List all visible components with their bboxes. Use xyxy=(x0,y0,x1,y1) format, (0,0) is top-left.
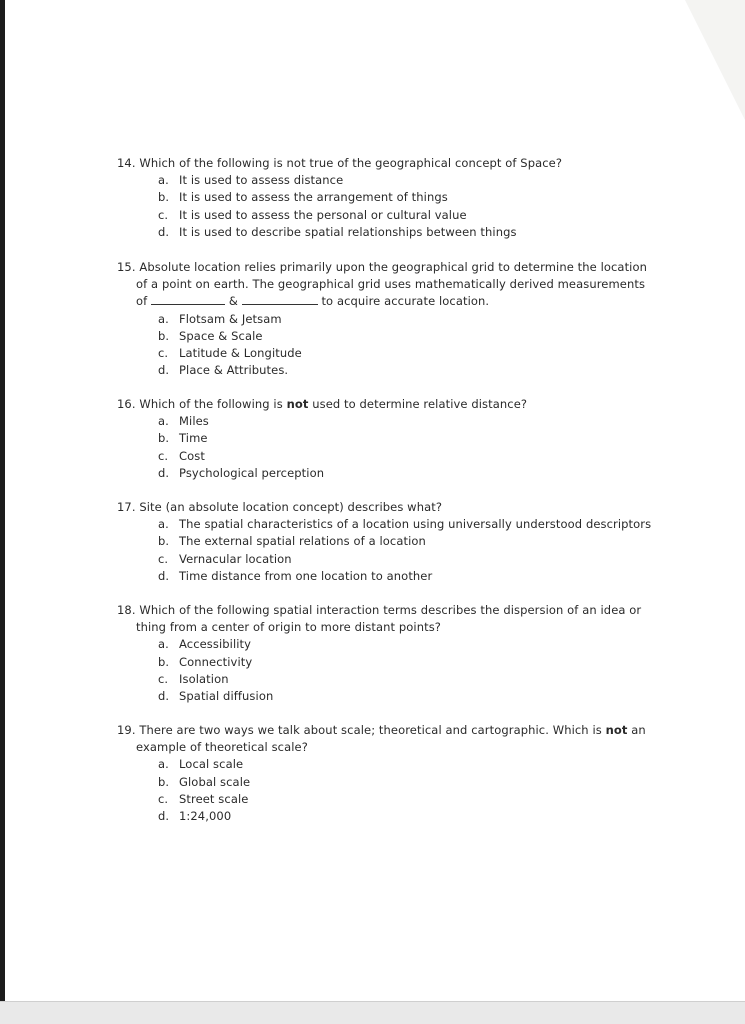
option-d: d. Place & Attributes. xyxy=(158,363,289,378)
option-b: b. Global scale xyxy=(158,774,251,789)
option-a: a. Miles xyxy=(158,414,209,429)
question-stem-line-2: thing from a center of origin to more distant points? xyxy=(136,620,442,635)
fill-in-blank-1[interactable] xyxy=(151,294,225,305)
option-a: a. The spatial characteristics of a location using universally understood descriptors xyxy=(158,517,652,532)
option-c: c. Street scale xyxy=(158,791,249,806)
option-a: a. Local scale xyxy=(158,757,244,772)
option-c: c. It is used to assess the personal or cultural value xyxy=(158,207,467,222)
option-d: d. Psychological perception xyxy=(158,465,325,480)
question-stem: 19. There are two ways we talk about scale; theoretical and cartographic. Which is not an xyxy=(117,723,646,737)
option-c: c. Isolation xyxy=(158,671,229,686)
question-stem: 18. Which of the following spatial interaction terms describes the dispersion of an idea or xyxy=(117,603,642,617)
option-d: d. 1:24,000 xyxy=(158,809,232,824)
question-stem: 16. Which of the following is not used to determine relative distance? xyxy=(117,397,528,411)
question-stem-line-3: of & to acquire accurate location. xyxy=(136,294,490,309)
question-stem: 15. Absolute location relies primarily upon the geographical grid to determine the location xyxy=(117,260,648,274)
option-c: c. Cost xyxy=(158,448,205,463)
scan-left-edge xyxy=(0,0,5,1024)
question-16 xyxy=(117,396,642,482)
option-b: b. Space & Scale xyxy=(158,328,263,343)
question-stem: 14. Which of the following is not true of the geographical concept of Space? xyxy=(117,156,563,170)
option-a: a. It is used to assess distance xyxy=(158,173,344,188)
option-b: b. Time xyxy=(158,431,208,446)
option-c: c. Vernacular location xyxy=(158,551,292,566)
question-stem-line-2: of a point on earth. The geographical grid uses mathematically derived measurements xyxy=(136,277,646,292)
scan-bottom-edge xyxy=(0,1001,745,1024)
fill-in-blank-2[interactable] xyxy=(242,294,318,305)
option-a: a. Flotsam & Jetsam xyxy=(158,311,282,326)
question-17 xyxy=(117,499,652,585)
folded-corner xyxy=(685,0,745,120)
option-a: a. Accessibility xyxy=(158,637,252,652)
question-14 xyxy=(117,155,642,241)
option-d: d. It is used to describe spatial relationships between things xyxy=(158,224,517,239)
option-d: d. Spatial diffusion xyxy=(158,689,274,704)
option-b: b. The external spatial relations of a location xyxy=(158,534,426,549)
option-d: d. Time distance from one location to another xyxy=(158,568,433,583)
question-19 xyxy=(117,722,646,825)
question-18 xyxy=(117,602,642,705)
question-15 xyxy=(117,259,648,379)
option-b: b. Connectivity xyxy=(158,654,253,669)
option-b: b. It is used to assess the arrangement of things xyxy=(158,190,448,205)
question-stem: 17. Site (an absolute location concept) describes what? xyxy=(117,500,443,514)
option-c: c. Latitude & Longitude xyxy=(158,346,302,361)
question-stem-line-2: example of theoretical scale? xyxy=(136,740,308,755)
